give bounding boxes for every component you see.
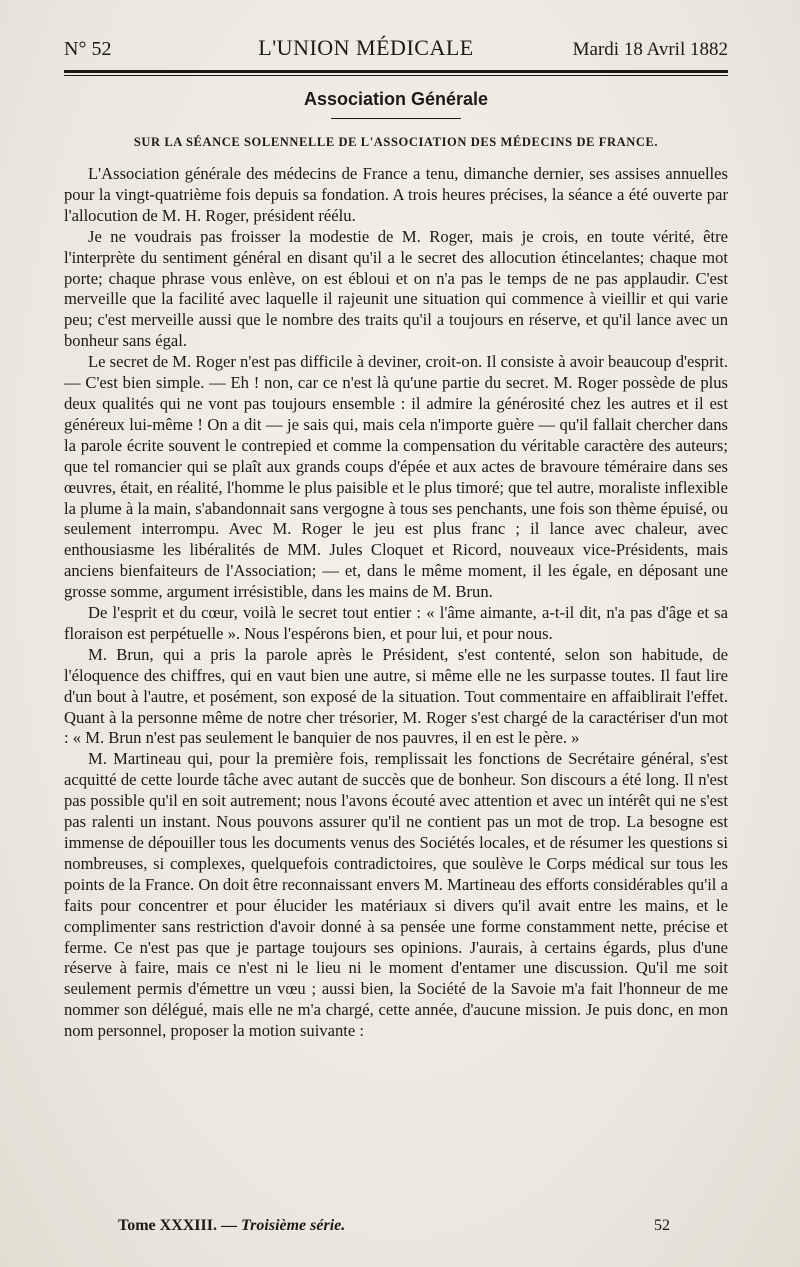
section-title: Association Générale [303,89,489,109]
issue-date: Mardi 18 Avril 1882 [572,39,728,60]
paragraph: M. Brun, qui a pris la parole après le Président, s'est contenté, selon son habitude, de l'éloquence des chiffres, qui en vaut bien une autre, si même elle ne les surpasse toutes. Il faut lire d'un bout à l'autre, et posément, son exposé de la situation. Tout commentaire en affaiblirait l'effet. Quant à la personne même de notre cher trésorier, M. Roger s'est chargé de la caractériser d'un mot : « M. Brun n'est pas seulement le banquier de nos pauvres, il en est le père. » [64,644,728,748]
page-number: 52 [654,1217,670,1234]
article-subtitle: SUR LA SÉANCE SOLENNELLE DE L'ASSOCIATION DES MÉDECINS DE FRANCE. [133,135,659,149]
paragraph: Je ne voudrais pas froisser la modestie de M. Roger, mais je crois, en toute vérité, être l'interprète du sentiment général en disant qu'il a le secret des allocution étincelantes; chaque mot porte; chaque phrase vous enlève, on est ébloui et on n'a pas le temps de ne pas applaudir. C'est merveille que la facilité avec laquelle il rajeunit une situation qui commence à vieillir et qui varie peu; c'est merveille aussi que le nombre des traits qu'il a toujours en réserve, et qu'il lance avec un bonheur sans égal. [64,226,728,351]
footer-tome: Tome XXXIII. — [118,1217,237,1234]
paragraph: De l'esprit et du cœur, voilà le secret tout entier : « l'âme aimante, a-t-il dit, n'a pas d'âge et sa floraison est perpétuelle ». Nous l'espérons bien, et pour lui, et pour nous. [64,603,728,643]
journal-title: L'UNION MÉDICALE [258,35,474,60]
header-rule-thin [64,75,728,76]
paragraph: Le secret de M. Roger n'est pas difficile à deviner, croit-on. Il consiste à avoir beaucoup d'esprit. — C'est bien simple. — Eh ! non, car ce n'est là qu'une partie du secret. M. Roger possède de plus deux qualités qui ne vont pas toujours ensemble : il admire la générosité chez les autres et il est généreux lui-même ! On a dit — je sais qui, mais cela n'importe guère — qu'il fallait chercher dans la parole écrite souvent le contrepied et comme la compensation du véritable caractère des auteurs; que tel romancier qui se plaît aux grands coups d'épée et aux actes de bravoure téméraire dans ses œuvres, était, en réalité, l'homme le plus paisible et le plus timoré; que tel autre, moraliste inflexible la plume à la main, s'abandonnait sans vergogne à tous ses penchants, une fois son thème épuisé, ou seulement interrompu. Avec M. Roger le jeu est plus franc ; il lance avec chaleur, avec enthousiasme les libéralités de MM. Jules Cloquet et Ricord, nouveaux vice-Présidents, mais anciens bienfaiteurs de l'Association; — et, dans le même moment, il les égale, en déposant une grosse somme, argument irrésistible, dans les mains de M. Brun. [64,352,728,602]
page-footer [118,1217,670,1235]
issue-number: N° 52 [64,38,112,60]
paragraph: L'Association générale des médecins de France a tenu, dimanche dernier, ses assises annuelles pour la vingt-quatrième fois depuis sa fondation. A trois heures précises, la séance a été ouverte par l'allocution de M. H. Roger, président réélu. [64,164,728,225]
header-rule-thick [64,70,728,73]
footer-volume [118,1217,345,1235]
footer-serie: Troisième série. [240,1217,346,1234]
title-divider [331,118,461,119]
page-header [64,36,728,68]
paragraph: M. Martineau qui, pour la première fois, remplissait les fonctions de Secrétaire général, s'est acquitté de cette lourde tâche avec autant de succès que de bonheur. Son discours a été long. Il n'est pas possible qu'il en soit autrement; nous l'avons écouté avec attention et avec un intérêt qui ne s'est pas ralenti un instant. Nous pouvons assurer qu'il ne contient pas un mot de trop. La besogne est immense de dépouiller tous les documents venus des Sociétés locales, et de résumer les questions si nombreuses, si complexes, quelquefois contradictoires, que soulève le Corps médical sur tous les points de la France. On doit être reconnaissant envers M. Martineau des efforts considérables qu'il a faits pour concentrer et pour élucider les matériaux si divers qu'il avait entre les mains, et le complimenter sans restriction d'avoir donné à sa pensée une forme constamment nette, précise et ferme. Ce n'est pas que je partage toujours ses opinions. J'aurais, à certains égards, plus d'une réserve à faire, mais ce n'est ni le lieu ni le moment d'entamer une discussion. Qu'il me soit seulement permis d'émettre un vœu ; aussi bien, la Société de la Savoie m'a fait l'honneur de me nommer son délégué, mais elle ne m'a chargé, cette année, d'aucune mission. Je puis donc, en mon nom personnel, proposer la motion suivante : [64,749,728,1041]
article-body [64,164,728,1042]
